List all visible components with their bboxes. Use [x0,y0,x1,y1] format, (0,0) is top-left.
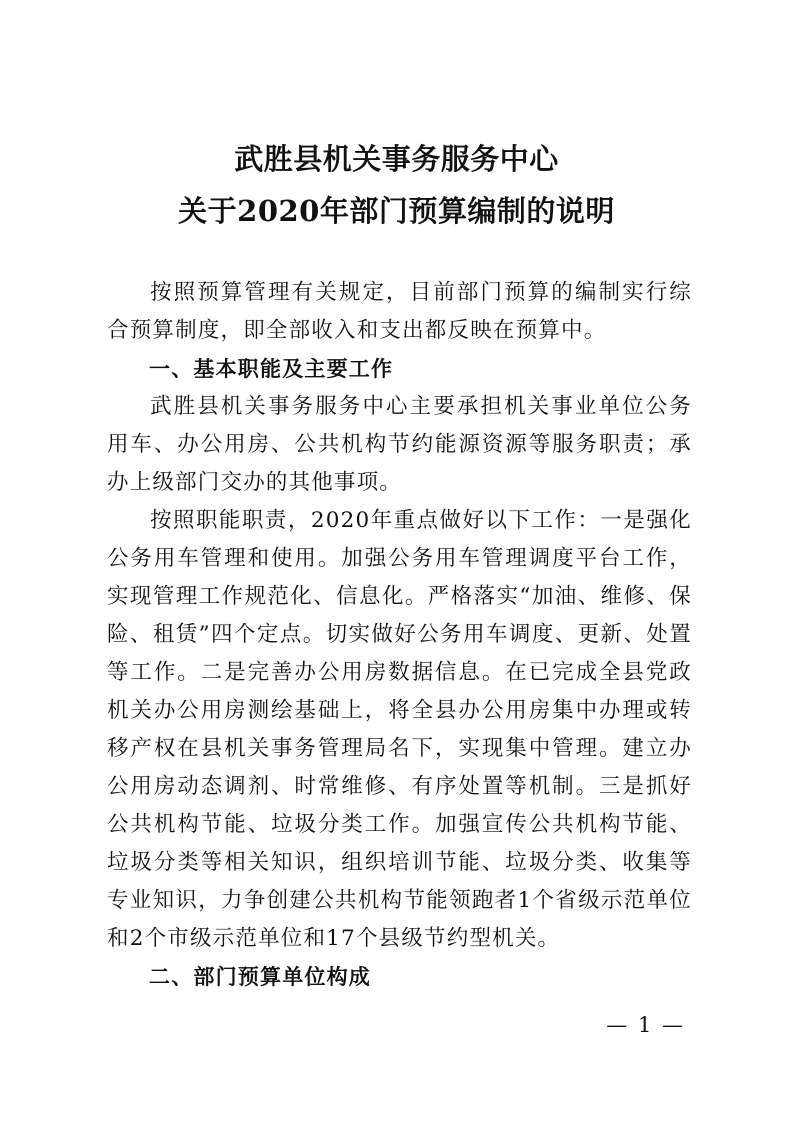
section-heading-1: 一、基本职能及主要工作 [149,357,394,381]
document-title-line1: 武胜县机关事务服务中心 [234,142,559,176]
section1-paragraph-1: 武胜县机关事务服务中心主要承担机关事业单位公务用车、办公用房、公共机构节约能源资源等服务职责；承办上级部门交办的其他事项。 [107,394,692,495]
intro-paragraph: 按照预算管理有关规定，目前部门预算的编制实行综合预算制度，即全部收入和支出都反映在预算中。 [107,280,692,343]
section-heading-2: 二、部门预算单位构成 [149,965,371,989]
document-title-line2: 关于2020年部门预算编制的说明 [178,194,615,228]
section1-paragraph-2: 按照职能职责，2020年重点做好以下工作：一是强化公务用车管理和使用。加强公务用车管理调度平台工作，实现管理工作规范化、信息化。严格落实“加油、维修、保险、租赁”四个定点。切实做好公务用车调度、更新、处置等工作。二是完善办公用房数据信息。在已完成全县党政机关办公用房测绘基础上，将全县办公用房集中办理或转移产权在县机关事务管理局名下，实现集中管理。建立办公用房动态调剂、时常维修、有序处置等机制。三是抓好公共机构节能、垃圾分类工作。加强宣传公共机构节能、垃圾分类等相关知识，组织培训节能、垃圾分类、收集等专业知识，力争创建公共机构节能领跑者1个省级示范单位和2个市级示范单位和17个县级节约型机关。 [107,508,692,951]
page-number: — 1 — [606,1013,685,1037]
document-body [107,274,692,996]
